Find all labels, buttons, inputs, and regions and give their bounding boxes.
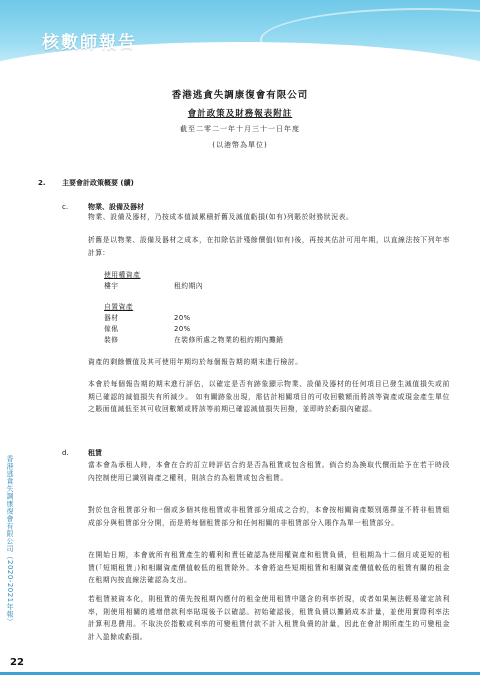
- sub-c-letter: c.: [62, 203, 69, 211]
- company-title: 香港逃貪失調康復會有限公司: [171, 90, 309, 101]
- sub-d-paragraph-3: 在開始日期，本會就所有租賃產生的權利和責任確認為使用權資產和租賃負債，但租期為十二個月或更短的租賃(「短期租賃」)和相關資產價值較低的租賃除外。本會將這些短期租賃和相關資產價值較低的租賃有關的租金在租期內按直線法確認為支出。: [88, 551, 450, 584]
- table-item: 傢俬: [104, 325, 119, 333]
- sub-d-letter: d.: [62, 449, 69, 457]
- table-item: 樓宇: [104, 282, 119, 290]
- sub-d-paragraph-2: 對於包含租賃部分和一個或多個其他租賃或非租賃部分組成之合約，本會按相關資產類別選擇並不將非租賃組成部分與租賃部分分開，而是將每個租賃部分和任何相關的非租賃部分入賬作為單一租賃部分。: [88, 506, 450, 527]
- table-group-label: 自置資產: [104, 303, 134, 311]
- sub-d-paragraph-4: 若租賃被資本化，則租賃的債先按租期內應付的租金使用租賃中隱含的利率折現，或者如果無法輕易確定該利率，則使用相關的遞增借款利率貼現後予以確認。初始確認後，租賃負債以攤銷成本計量，並使用實際利率法計算利息費用。不取決於指數或利率的可變租賃付款不計入租賃負債的計量，因此在會計期所產生的可變租金計入盈餘或虧損。: [88, 595, 450, 641]
- sub-d-paragraph-1: 當本會為承租人時，本會在合約訂立時評估合約是否為租賃或包含租賃。倘合約為換取代價而給予在若干時段內控制使用已識別資產之權利，則該合約為租賃或包含租賃。: [88, 461, 450, 482]
- currency-text: (以港幣為單位): [212, 141, 268, 149]
- table-item: 器材: [104, 314, 119, 322]
- table-item: 裝修: [104, 336, 119, 344]
- header-title: 核數師報告: [42, 33, 137, 53]
- table-rate: 20%: [174, 325, 191, 333]
- sub-c-paragraph-4: 本會於每個報告期的期末進行評估，以確定是否有跡象顯示物業、設備及器材的任何項目已發生減值損失或前期已確認的減值損失有所減少。 如有關跡象出現，需估計相關項目的可收回數額而將該等資產或現金產生單位之賬面值減低至其可收回數額或將該等前期已確認減值損失回撥，並即時於虧損內確認。: [88, 380, 450, 413]
- footer-rule: [0, 672, 480, 675]
- sidebar-report-title: 香港逃貪失調康復會有限公司（2020-2021年報）: [6, 455, 14, 626]
- page-number: 22: [10, 657, 24, 668]
- period-text: 截至二零二一年十月三十一日年度: [180, 125, 300, 133]
- sub-c-paragraph-1: 物業、設備及器材，乃按成本值減累積折舊及減值虧損(如有)列賬於財務狀況表。: [88, 213, 354, 221]
- table-group-label: 使用權資產: [104, 271, 141, 279]
- table-rate: 在裝修所處之物業的租約期內攤銷: [174, 336, 284, 344]
- statement-title: 會計政策及財務報表附註: [187, 109, 293, 119]
- sub-c-paragraph-2: 折舊是以物業、設備及器材之成本，在扣除估計殘餘價值(如有)後，再按其估計可用年期，以直線法按下列年率計算:: [88, 236, 450, 257]
- section-title: 主要會計政策概要 (續): [62, 179, 134, 187]
- sub-c-paragraph-3: 資產的剩餘價值及其可使用年期均於每個報告期的期末進行檢討。: [88, 358, 303, 366]
- section-number: 2.: [38, 179, 46, 187]
- table-rate: 20%: [174, 314, 191, 322]
- sub-d-heading: 租賃: [88, 449, 102, 457]
- sub-c-heading: 物業、設備及器材: [88, 203, 144, 211]
- table-rate: 租約期內: [174, 282, 204, 290]
